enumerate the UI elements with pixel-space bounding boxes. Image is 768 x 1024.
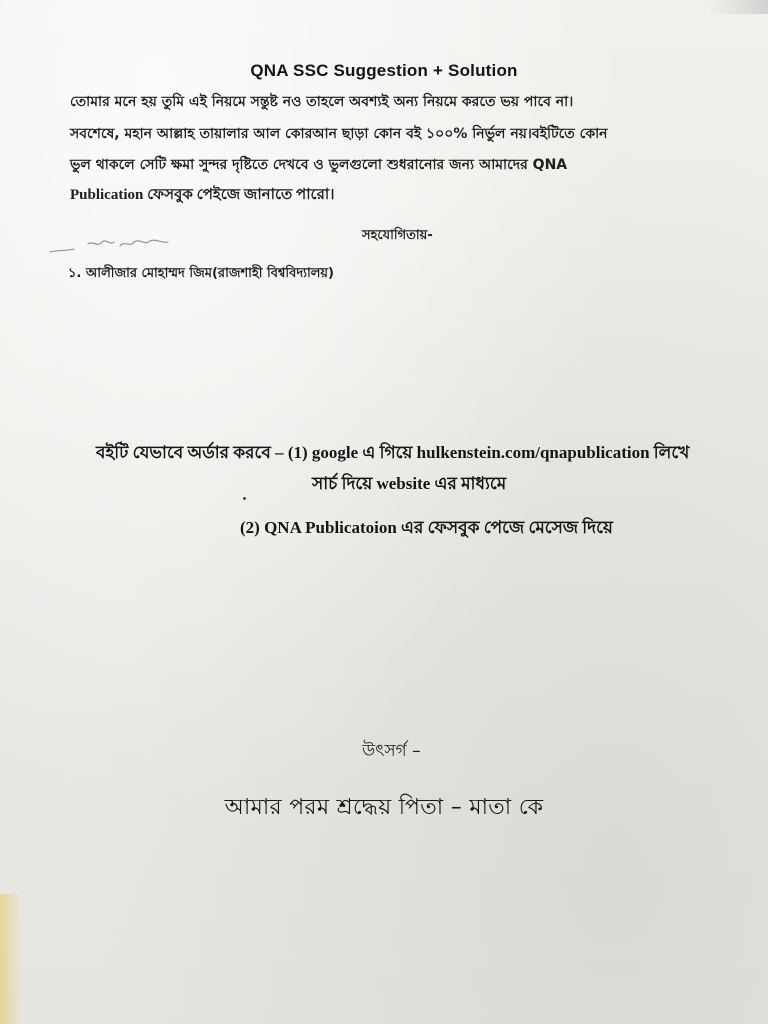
dedication-heading: উৎসর্গ – xyxy=(362,741,421,761)
order-instruction-1: বইটি যেভাবে অর্ডার করবে – (1) google এ গিয়ে hulkenstein.com/qnapublication লিখে xyxy=(96,443,690,462)
pencil-scribble xyxy=(48,236,188,262)
order-instruction-2: (2) QNA Publicatoion এর ফেসবুক পেজে মেসেজ দিয়ে xyxy=(240,518,613,537)
contributor-item: ১. আলীজার মোহাম্মদ জিম(রাজশাহী বিশ্ববিদ্যালয়) xyxy=(68,266,335,281)
paper-stain xyxy=(0,894,22,1024)
ink-dot xyxy=(243,497,246,500)
cooperation-heading: সহযোগিতায়- xyxy=(362,228,433,243)
order-instruction-1-continued: সার্চ দিয়ে website এর মাধ্যমে xyxy=(312,474,507,493)
page-title: QNA SSC Suggestion + Solution xyxy=(250,61,518,80)
page-shadow xyxy=(708,0,768,14)
intro-line-4: Publication ফেসবুক পেইজে জানাতে পারো। xyxy=(70,187,335,203)
dedication-text: আমার পরম শ্রদ্ধেয় পিতা – মাতা কে xyxy=(224,795,544,820)
intro-line-2: সবশেষে, মহান আল্লাহ তায়ালার আল কোরআন ছাড়া কোন বই ১০০% নির্ভুল নয়।বইটিতে কোন xyxy=(70,126,608,142)
intro-line-3: ভুল থাকলে সেটি ক্ষমা সুন্দর দৃষ্টিতে দেখবে ও ভুলগুলো শুধরানোর জন্য আমাদের QNA xyxy=(70,157,568,173)
intro-line-1: তোমার মনে হয় তুমি এই নিয়মে সন্তুষ্ট নও তাহলে অবশ্যই অন্য নিয়মে করতে ভয় পাবে না। xyxy=(70,94,574,110)
